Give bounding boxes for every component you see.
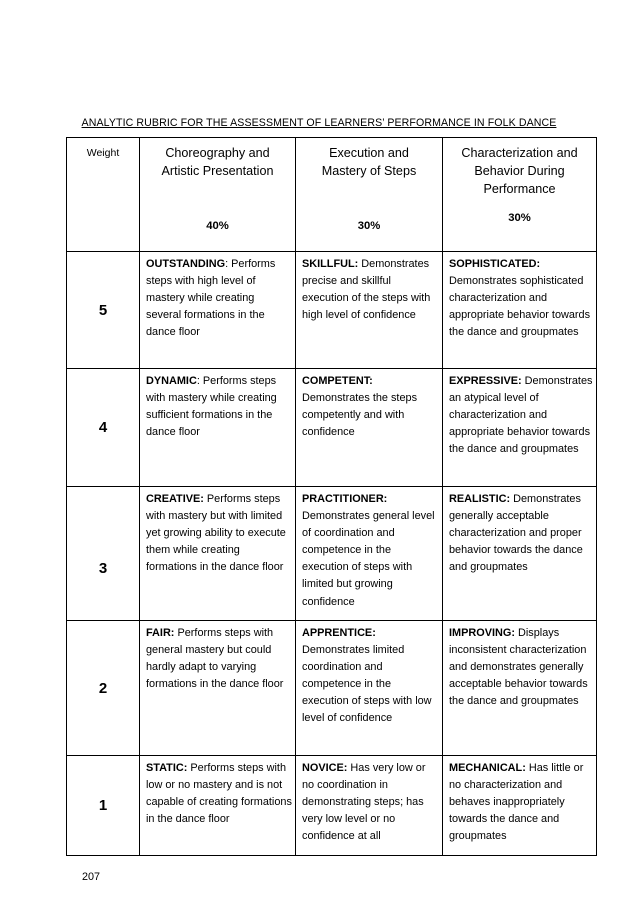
descriptor-text: Demonstrates an atypical level of characterization and appropriate behavior towards the dance and groupmates [449,375,593,456]
descriptor-text: Performs steps with low or no mastery and is not capable of creating formations in the dance floor [146,762,292,826]
column-header-execution [296,138,443,252]
rubric-row [67,487,597,621]
column-title: Characterization and Behavior During Performance [461,146,578,196]
page-number: 207 [82,871,101,883]
level-label: REALISTIC: [449,493,511,505]
level-label: APPRENTICE: [302,627,376,639]
descriptor-cell [443,621,597,756]
descriptor-cell: DYNAMIC: Performs steps with mastery while creating sufficient formations in the dance floor [140,369,296,487]
column-title: Execution and Mastery of Steps [321,146,417,178]
descriptor-cell [443,756,597,856]
rubric-row [67,756,597,856]
level-label: IMPROVING: [449,627,515,639]
column-header-characterization [443,138,597,252]
level-label: CREATIVE: [146,493,204,505]
level-label: PRACTITIONER: [302,493,388,505]
rubric-row [67,621,597,756]
header-row [67,138,597,252]
descriptor-text: Displays inconsistent characterization and demonstrates generally acceptable behavior towards the dance and groupmates [449,627,588,708]
descriptor-text: Performs steps with mastery but with limited yet growing ability to execute them while creating formations in the dance floor [146,493,286,574]
descriptor-cell [296,369,443,487]
weight-value: 1 [67,756,140,856]
descriptor-text: Has very low or no coordination in demonstrating steps; has very low level or no confidence at all [302,762,426,843]
level-label: NOVICE: [302,762,348,774]
descriptor-cell [443,487,597,621]
column-title: Choreography and Artistic Presentation [161,146,274,178]
descriptor-cell [443,252,597,369]
rubric-row [67,252,597,369]
descriptor-text: Demonstrates limited coordination and competence in the execution of steps with low level of confidence [302,644,432,725]
column-header-choreography [140,138,296,252]
level-label: EXPRESSIVE: [449,375,522,387]
descriptor-text: Demonstrates generally acceptable characterization and proper behavior towards the dance and groupmates [449,493,583,574]
descriptor-cell [296,487,443,621]
column-percent: 40% [206,220,229,232]
level-label: COMPETENT: [302,375,373,387]
level-label: FAIR: [146,627,175,639]
column-percent: 30% [357,220,381,232]
descriptor-text: Demonstrates sophisticated characterization and appropriate behavior towards the dance and groupmates [449,275,591,339]
descriptor-cell [296,621,443,756]
descriptor-cell [140,756,296,856]
rubric-title: ANALYTIC RUBRIC FOR THE ASSESSMENT OF LEARNERS’ PERFORMANCE IN FOLK DANCE [81,117,557,129]
weight-value: 5 [67,252,140,369]
column-percent: 30% [508,212,531,224]
level-label: SKILLFUL: [302,258,359,270]
rubric-table [66,137,597,856]
descriptor-cell [140,487,296,621]
descriptor-cell [443,369,597,487]
descriptor-text: Demonstrates precise and skillful execution of the steps with high level of confidence [302,258,431,322]
descriptor-text: Performs steps with general mastery but could hardly adapt to varying formations in the dance floor [146,627,284,691]
level-label: MECHANICAL: [449,762,526,774]
descriptor-cell [296,756,443,856]
rubric-row [67,369,597,487]
level-label: STATIC: [146,762,188,774]
descriptor-text: Has little or no characterization and behaves inappropriately towards the dance and groupmates [449,762,584,843]
descriptor-text: Demonstrates the steps competently and with confidence [302,392,418,439]
level-label: OUTSTANDING [146,258,226,270]
descriptor-text: Performs steps with mastery while creating sufficient formations in the dance floor [146,375,277,439]
level-label: DYNAMIC [146,375,197,387]
descriptor-text: Performs steps with high level of mastery while creating several formations in the dance floor [146,258,276,339]
descriptor-cell: OUTSTANDING: Performs steps with high level of mastery while creating several formations in the dance floor [140,252,296,369]
weight-value: 3 [67,487,140,621]
descriptor-cell [296,252,443,369]
weight-value: 4 [67,369,140,487]
level-label: SOPHISTICATED: [449,258,541,270]
weight-value: 2 [67,621,140,756]
descriptor-cell [140,621,296,756]
descriptor-text: Demonstrates general level of coordination and competence in the execution of steps with limited but growing confidence [302,510,435,608]
weight-header: Weight [67,138,140,252]
